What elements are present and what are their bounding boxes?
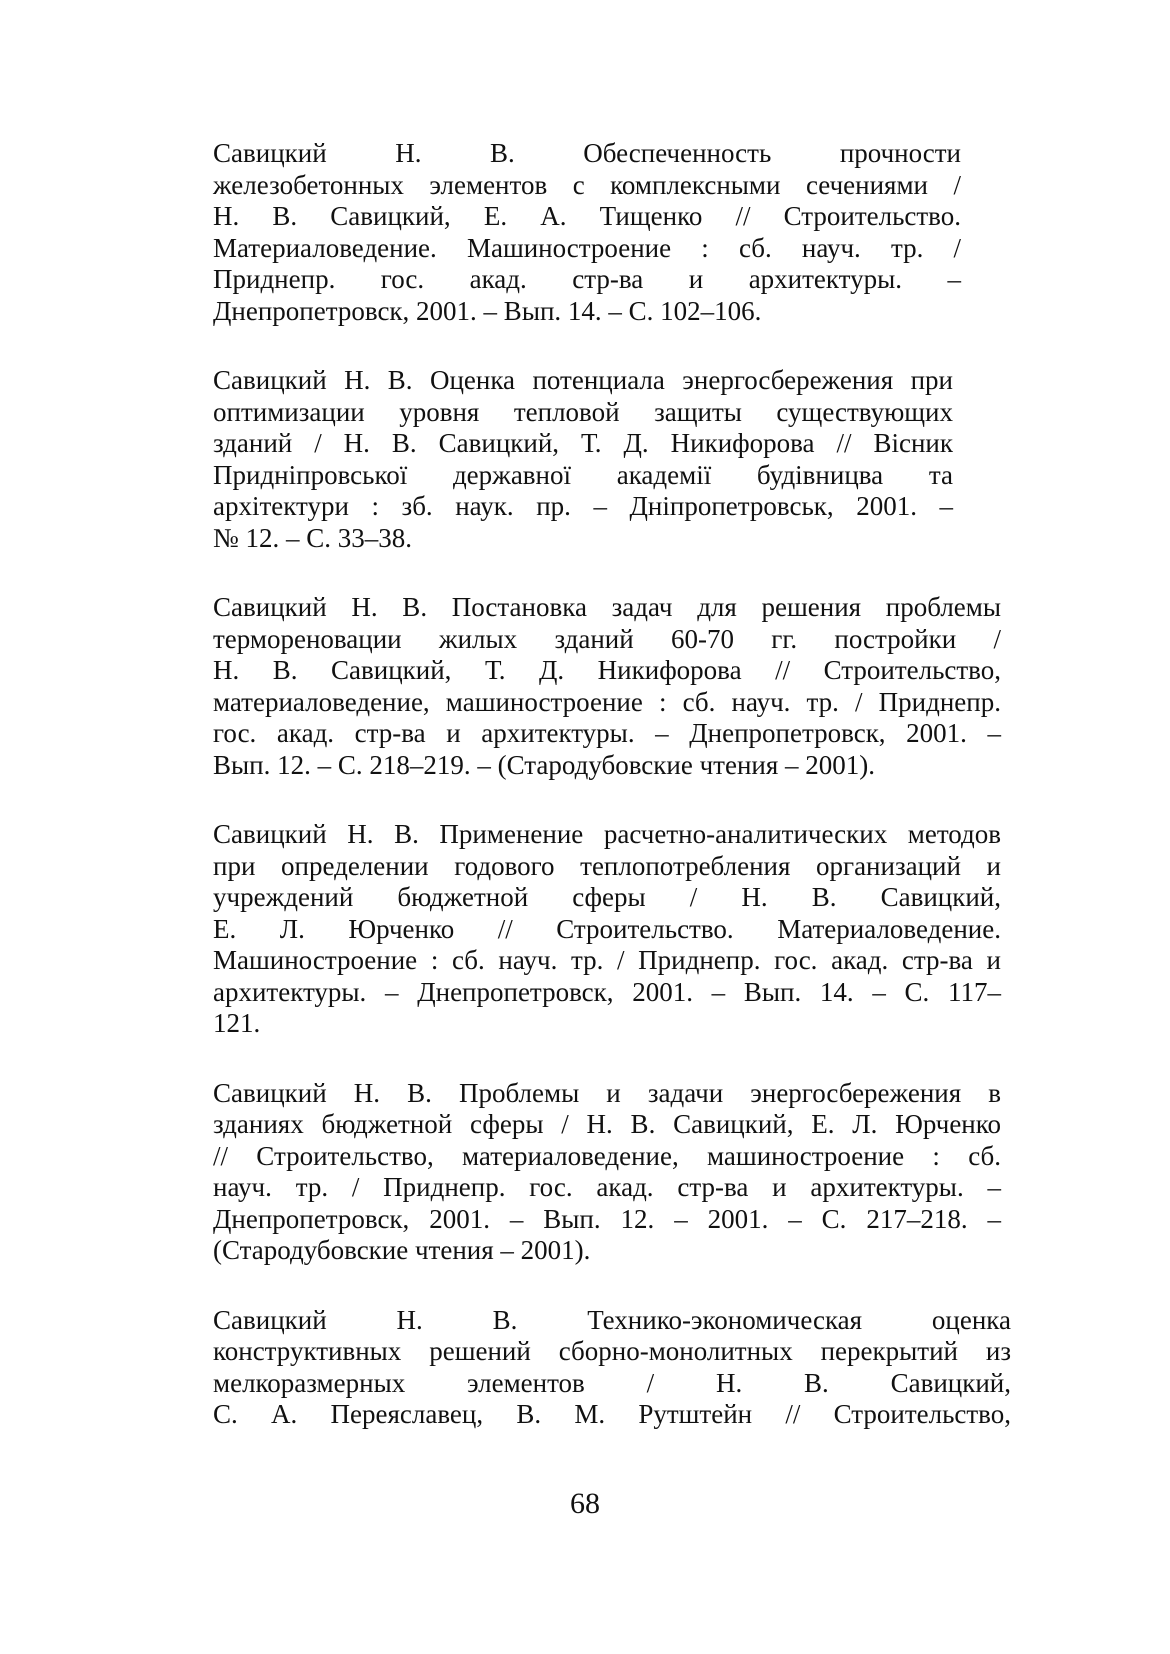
entry-line: термореновации жилых зданий 60-70 гг. постройки / [213,623,1001,654]
entry-line: Савицкий Н. В. Проблемы и задачи энергосбережения в [213,1077,1001,1108]
entry-line: Придніпровської державної академії будівницва та [213,459,953,490]
entry-line: // Строительство, материаловедение, машиностроение : сб. [213,1140,1001,1171]
bibliography-entry [213,819,1001,1040]
entry-line: мелкоразмерных элементов / Н. В. Савицкий, [213,1367,1011,1398]
entry-line: Н. В. Савицкий, Е. А. Тищенко // Строительство. [213,201,961,231]
entry-line: при определении годового теплопотребления организаций и [213,850,1001,881]
page-number: 68 [570,1487,600,1520]
entry-line: зданий / Н. В. Савицкий, Т. Д. Никифорова // Вісник [213,428,953,458]
bibliography-entry [213,365,953,554]
bibliography-entry [213,1078,1001,1267]
bibliography-entry [213,138,961,327]
entry-line: 121. [213,1008,261,1038]
entry-line: Савицкий Н. В. Технико-экономическая оценка [213,1304,1011,1335]
entry-line: Приднепр. гос. акад. стр-ва и архитектуры. – [213,264,961,294]
entry-line: науч. тр. / Приднепр. гос. акад. стр-ва и архитектуры. – [213,1172,1001,1202]
entry-line: (Стародубовские чтения – 2001). [213,1235,591,1265]
entry-line: Савицкий Н. В. Обеспеченность прочности [213,138,961,168]
entry-line: Вып. 12. – С. 218–219. – (Стародубовские чтения – 2001). [213,749,876,780]
bibliography-entry [213,592,1001,781]
entry-line: архитектуры. – Днепропетровск, 2001. – Вып. 14. – С. 117– [213,976,1001,1007]
entry-line: Савицкий Н. В. Оценка потенциала энергосбережения при [213,365,953,395]
entry-line: Савицкий Н. В. Постановка задач для решения проблемы [213,592,1001,622]
entry-line: Материаловедение. Машиностроение : сб. науч. тр. / [213,232,961,263]
entry-line: архітектури : зб. наук. пр. – Дніпропетровськ, 2001. – [213,491,953,521]
entry-line: оптимизации уровня тепловой защиты существующих [213,396,953,427]
entry-line: материаловедение, машиностроение : сб. науч. тр. / Приднепр. [213,686,1001,717]
entry-line: Е. Л. Юрченко // Строительство. Материаловедение. [213,913,1001,944]
entry-line: конструктивных решений сборно-монолитных перекрытий из [213,1336,1011,1366]
entry-line: гос. акад. стр-ва и архитектуры. – Днепропетровск, 2001. – [213,718,1001,748]
entry-line: Днепропетровск, 2001. – Вып. 14. – С. 102–106. [213,295,762,326]
entry-line: С. А. Переяславец, В. М. Рутштейн // Строительство, [213,1399,1011,1429]
entry-line: железобетонных элементов с комплексными сечениями / [213,169,961,200]
bibliography-list [213,138,1011,1431]
entry-line: Савицкий Н. В. Применение расчетно-аналитических методов [213,819,1001,849]
bibliography-entry [213,1305,1011,1431]
entry-line: зданиях бюджетной сферы / Н. В. Савицкий, Е. Л. Юрченко [213,1109,1001,1139]
entry-line: Н. В. Савицкий, Т. Д. Никифорова // Строительство, [213,655,1001,685]
entry-line: Днепропетровск, 2001. – Вып. 12. – 2001. – С. 217–218. – [213,1203,1001,1234]
entry-line: учреждений бюджетной сферы / Н. В. Савицкий, [213,882,1001,912]
entry-line: № 12. – С. 33–38. [213,522,413,553]
entry-line: Машиностроение : сб. науч. тр. / Приднепр. гос. акад. стр-ва и [213,945,1001,975]
